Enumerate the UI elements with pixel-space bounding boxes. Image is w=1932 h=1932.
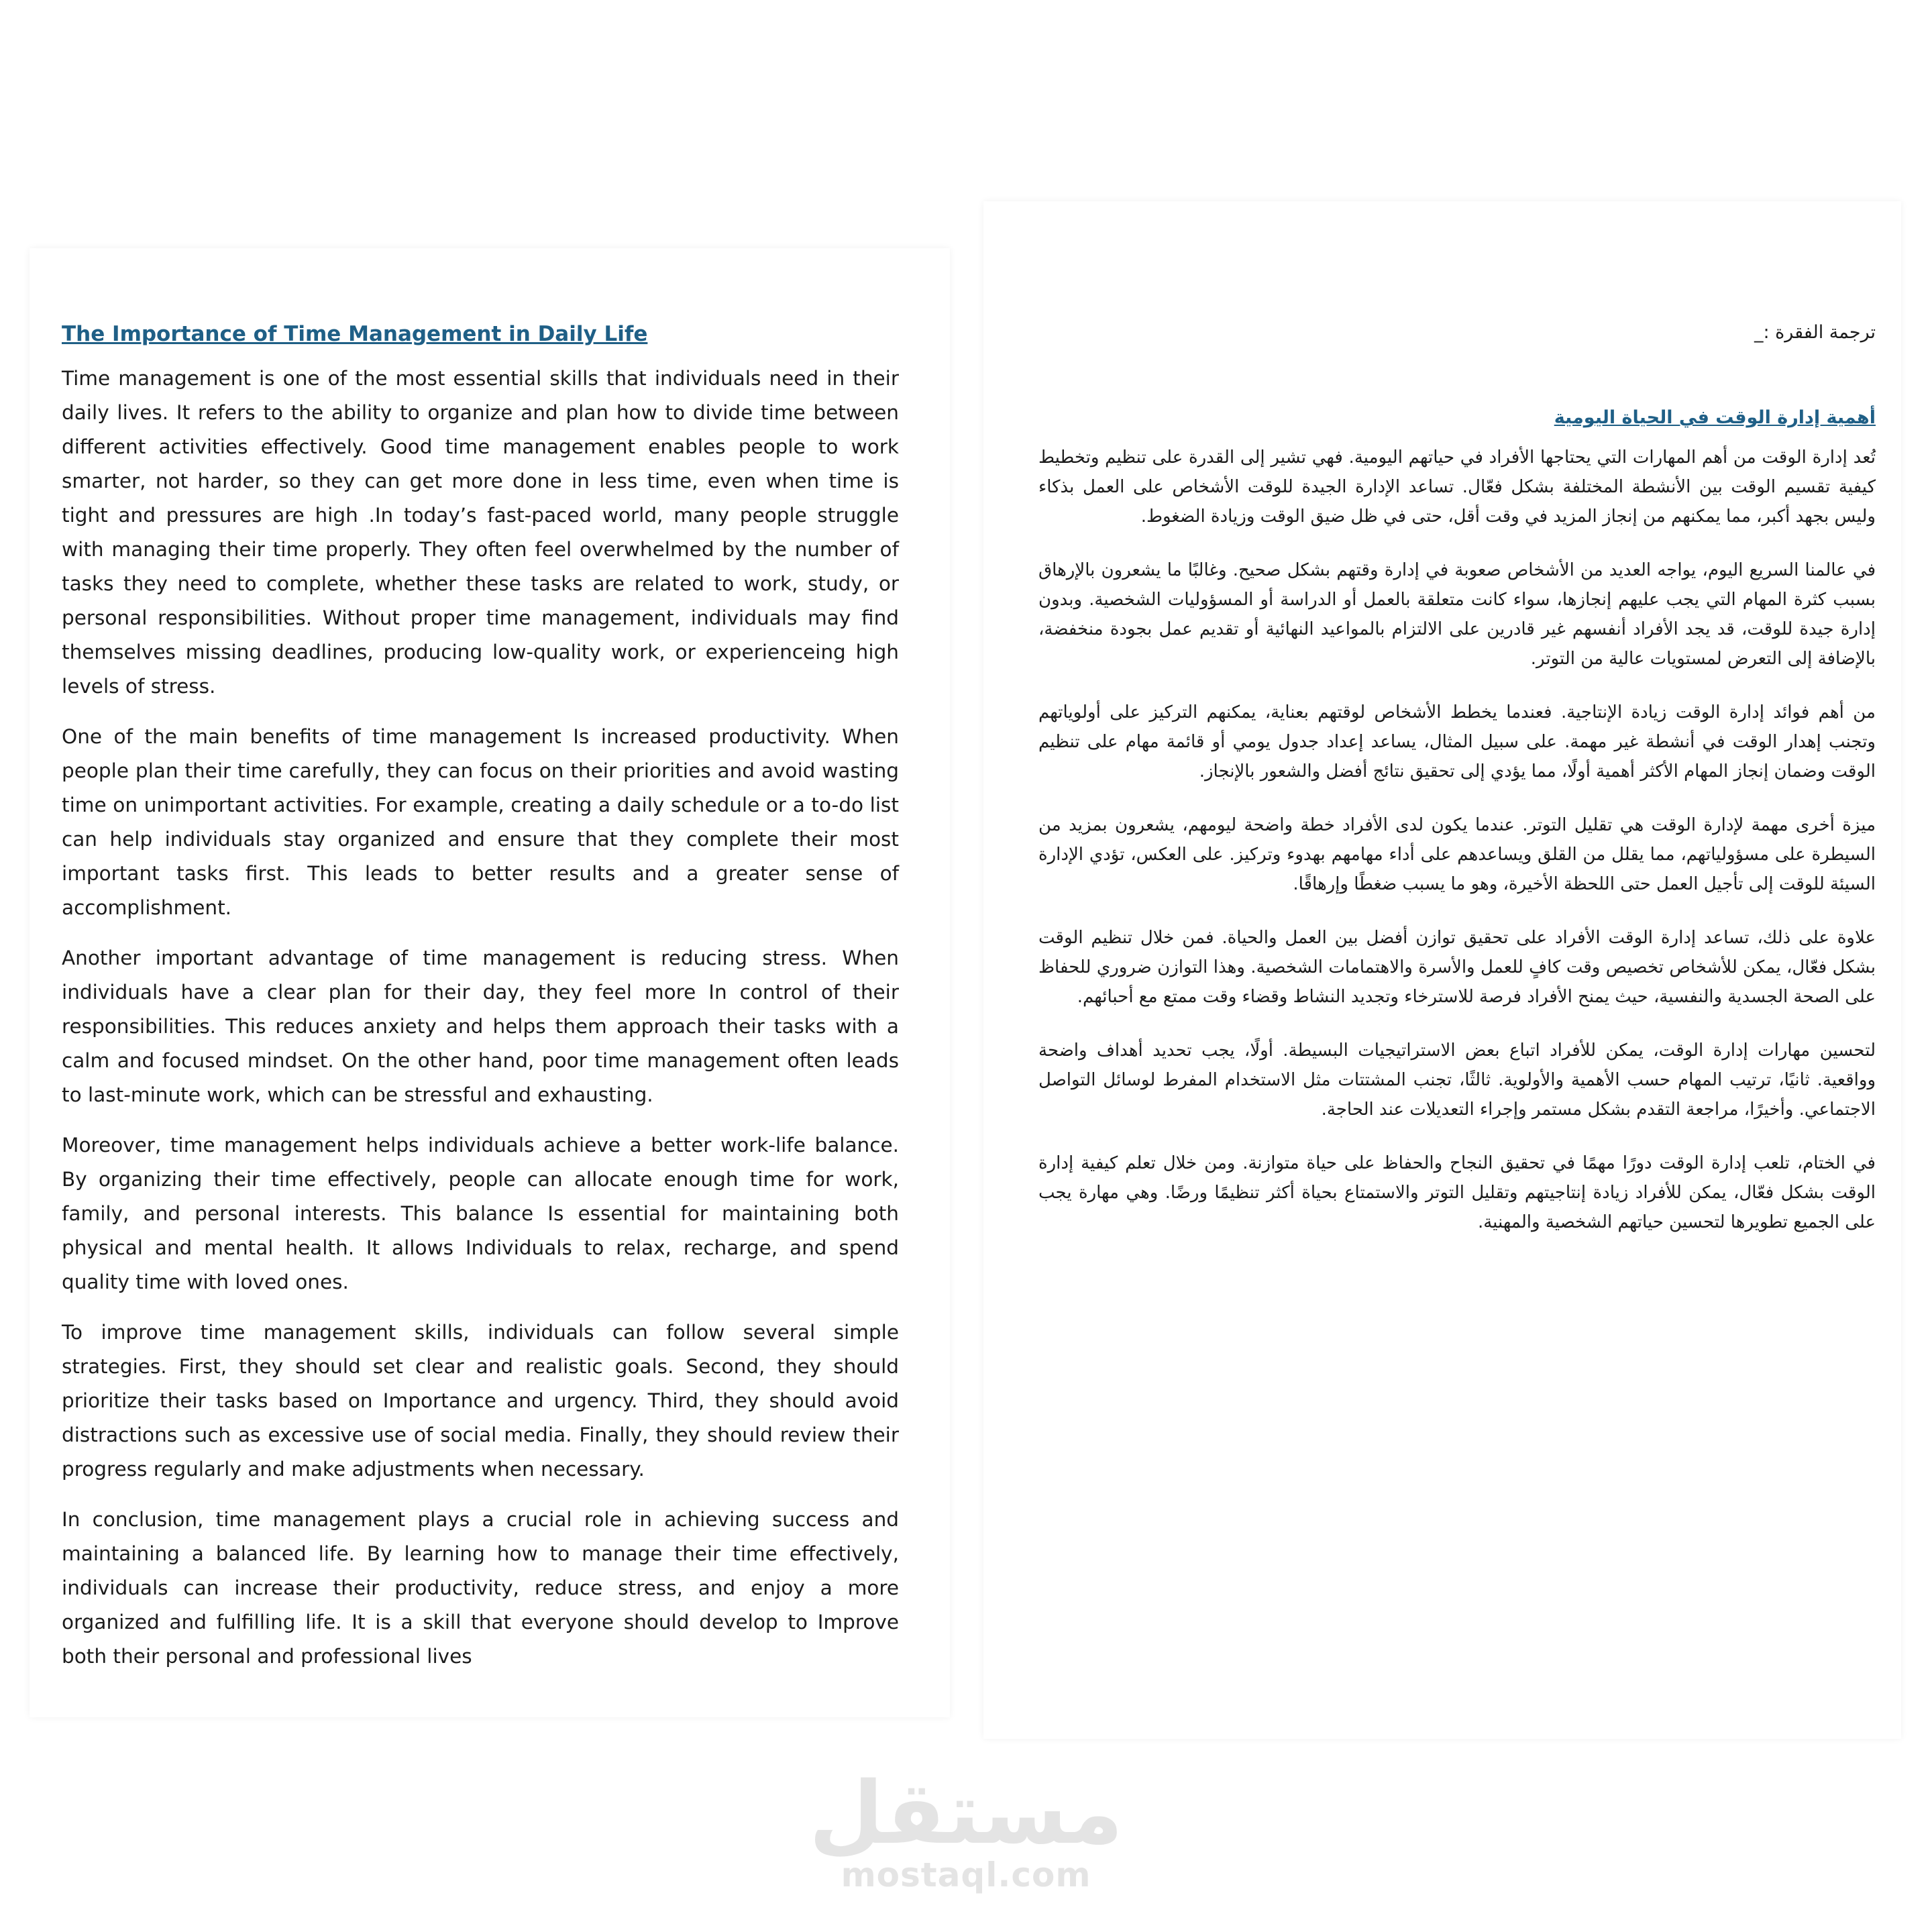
arabic-paragraph-7: في الختام، تلعب إدارة الوقت دورًا مهمًا في تحقيق النجاح والحفاظ على حياة متوازنة. ومن خلال تعلم كيفية إدارة الوقت بشكل فعّال، يمكن للأفراد زيادة إنتاجيتهم وتقليل التوتر والاستمتاع بحياة أكثر تنظيمًا ورضًا. وهي مهارة يجب على الجميع تطويرها لتحسين حياتهم الشخصية والمهنية. [1038, 1153, 1876, 1232]
arabic-paragraph-6: لتحسين مهارات إدارة الوقت، يمكن للأفراد اتباع بعض الاستراتيجيات البسيطة. أولًا، يجب تحديد أهداف واضحة وواقعية. ثانيًا، ترتيب المهام حسب الأهمية والأولوية. ثالثًا، تجنب المشتتات مثل الاستخدام المفرط لوسائل التواصل الاجتماعي. وأخيرًا، مراجعة التقدم بشكل مستمر وإجراء التعديلات عند الحاجة. [1038, 1040, 1876, 1120]
arabic-document-body [1038, 322, 1876, 1261]
english-paragraph-2: One of the main benefits of time management Is increased productivity. When people plan their time carefully, they can focus on their priorities and avoid wasting time on unimportant activities. For example, creating a daily schedule or a to-do list can help individuals stay organized and ensure that they complete their most important tasks first. This leads to better results and a greater sense of accomplishment. [62, 725, 899, 920]
english-document-body [62, 322, 899, 1690]
arabic-translation-page [983, 201, 1901, 1739]
arabic-paragraph-3: من أهم فوائد إدارة الوقت زيادة الإنتاجية. فعندما يخطط الأشخاص لوقتهم بعناية، يمكنهم التركيز على أولوياتهم وتجنب إهدار الوقت في أنشطة غير مهمة. على سبيل المثال، يساعد إعداد جدول يومي أو قائمة مهام على تنظيم الوقت وضمان إنجاز المهام الأكثر أهمية أولًا، مما يؤدي إلى تحقيق نتائج أفضل والشعور بالإنجاز. [1038, 702, 1876, 782]
arabic-title: أهمية إدارة الوقت في الحياة اليومية [1554, 407, 1876, 428]
arabic-paragraph-1: تُعد إدارة الوقت من أهم المهارات التي يحتاجها الأفراد في حياتهم اليومية. فهي تشير إلى القدرة على تنظيم وتخطيط كيفية تقسيم الوقت بين الأنشطة المختلفة بشكل فعّال. تساعد الإدارة الجيدة للوقت الأشخاص على العمل بذكاء وليس بجهد أكبر، مما يمكنهم من إنجاز المزيد في وقت أقل، حتى في ظل ضيق الوقت وزيادة الضغوط. [1038, 447, 1876, 527]
arabic-translation-label: ترجمة الفقرة :_ [1754, 322, 1876, 343]
english-paragraph-1: Time management is one of the most essential skills that individuals need in their daily lives. It refers to the ability to organize and plan how to divide time between different activities effectively. Good time management enables people to work smarter, not harder, so they can get more done in less time, even when time is tight and pressures are high .In today’s fast-paced world, many people struggle with managing their time properly. They often feel overwhelmed by the number of tasks they need to complete, whether these tasks are related to work, study, or personal responsibilities. Without proper time management, individuals may find themselves missing deadlines, producing low-quality work, or experienceing high levels of stress. [62, 367, 899, 698]
english-document-page [30, 248, 950, 1717]
english-title: The Importance of Time Management in Daily Life [62, 322, 648, 346]
mostaql-watermark-url: mostaql.com [841, 1856, 1091, 1894]
arabic-paragraph-2: في عالمنا السريع اليوم، يواجه العديد من الأشخاص صعوبة في إدارة وقتهم بشكل صحيح. وغالبًا ما يشعرون بالإرهاق بسبب كثرة المهام التي يجب عليهم إنجازها، سواء كانت متعلقة بالعمل أو الدراسة أو المسؤوليات الشخصية. وبدون إدارة جيدة للوقت، قد يجد الأفراد أنفسهم غير قادرين على الالتزام بالمواعيد النهائية أو تقديم عمل بجودة منخفضة، بالإضافة إلى التعرض لمستويات عالية من التوتر. [1038, 560, 1876, 669]
english-paragraph-5: To improve time management skills, individuals can follow several simple strategies. First, they should set clear and realistic goals. Second, they should prioritize their tasks based on Importance and urgency. Third, they should avoid distractions such as excessive use of social media. Finally, they should review their progress regularly and make adjustments when necessary. [62, 1321, 899, 1481]
english-paragraph-6: In conclusion, time management plays a crucial role in achieving success and maintaining a balanced life. By learning how to manage their time effectively, individuals can increase their productivity, reduce stress, and enjoy a more organized and fulfilling life. It is a skill that everyone should develop to Improve both their personal and professional lives [62, 1508, 899, 1668]
arabic-paragraph-5: علاوة على ذلك، تساعد إدارة الوقت الأفراد على تحقيق توازن أفضل بين العمل والحياة. فمن خلال تنظيم الوقت بشكل فعّال، يمكن للأشخاص تخصيص وقت كافٍ للعمل والأسرة والاهتمامات الشخصية. وهذا التوازن ضروري للحفاظ على الصحة الجسدية والنفسية، حيث يمنح الأفراد فرصة للاسترخاء وتجديد النشاط وقضاء وقت ممتع مع أحبائهم. [1038, 928, 1876, 1007]
mostaql-watermark-logo: مستقل [808, 1764, 1124, 1864]
english-paragraph-3: Another important advantage of time management is reducing stress. When individuals have a clear plan for their day, they feel more In control of their responsibilities. This reduces anxiety and helps them approach their tasks with a calm and focused mindset. On the other hand, poor time management often leads to last-minute work, which can be stressful and exhausting. [62, 947, 899, 1107]
arabic-paragraph-4: ميزة أخرى مهمة لإدارة الوقت هي تقليل التوتر. عندما يكون لدى الأفراد خطة واضحة ليومهم، يشعرون بمزيد من السيطرة على مسؤولياتهم، مما يقلل من القلق ويساعدهم على أداء مهامهم بهدوء وتركيز. على العكس، تؤدي الإدارة السيئة للوقت إلى تأجيل العمل حتى اللحظة الأخيرة، وهو ما يسبب ضغطًا وإرهاقًا. [1038, 815, 1876, 894]
english-paragraph-4: Moreover, time management helps individuals achieve a better work-life balance. By organizing their time effectively, people can allocate enough time for work, family, and personal interests. This balance Is essential for maintaining both physical and mental health. It allows Individuals to relax, recharge, and spend quality time with loved ones. [62, 1134, 899, 1294]
